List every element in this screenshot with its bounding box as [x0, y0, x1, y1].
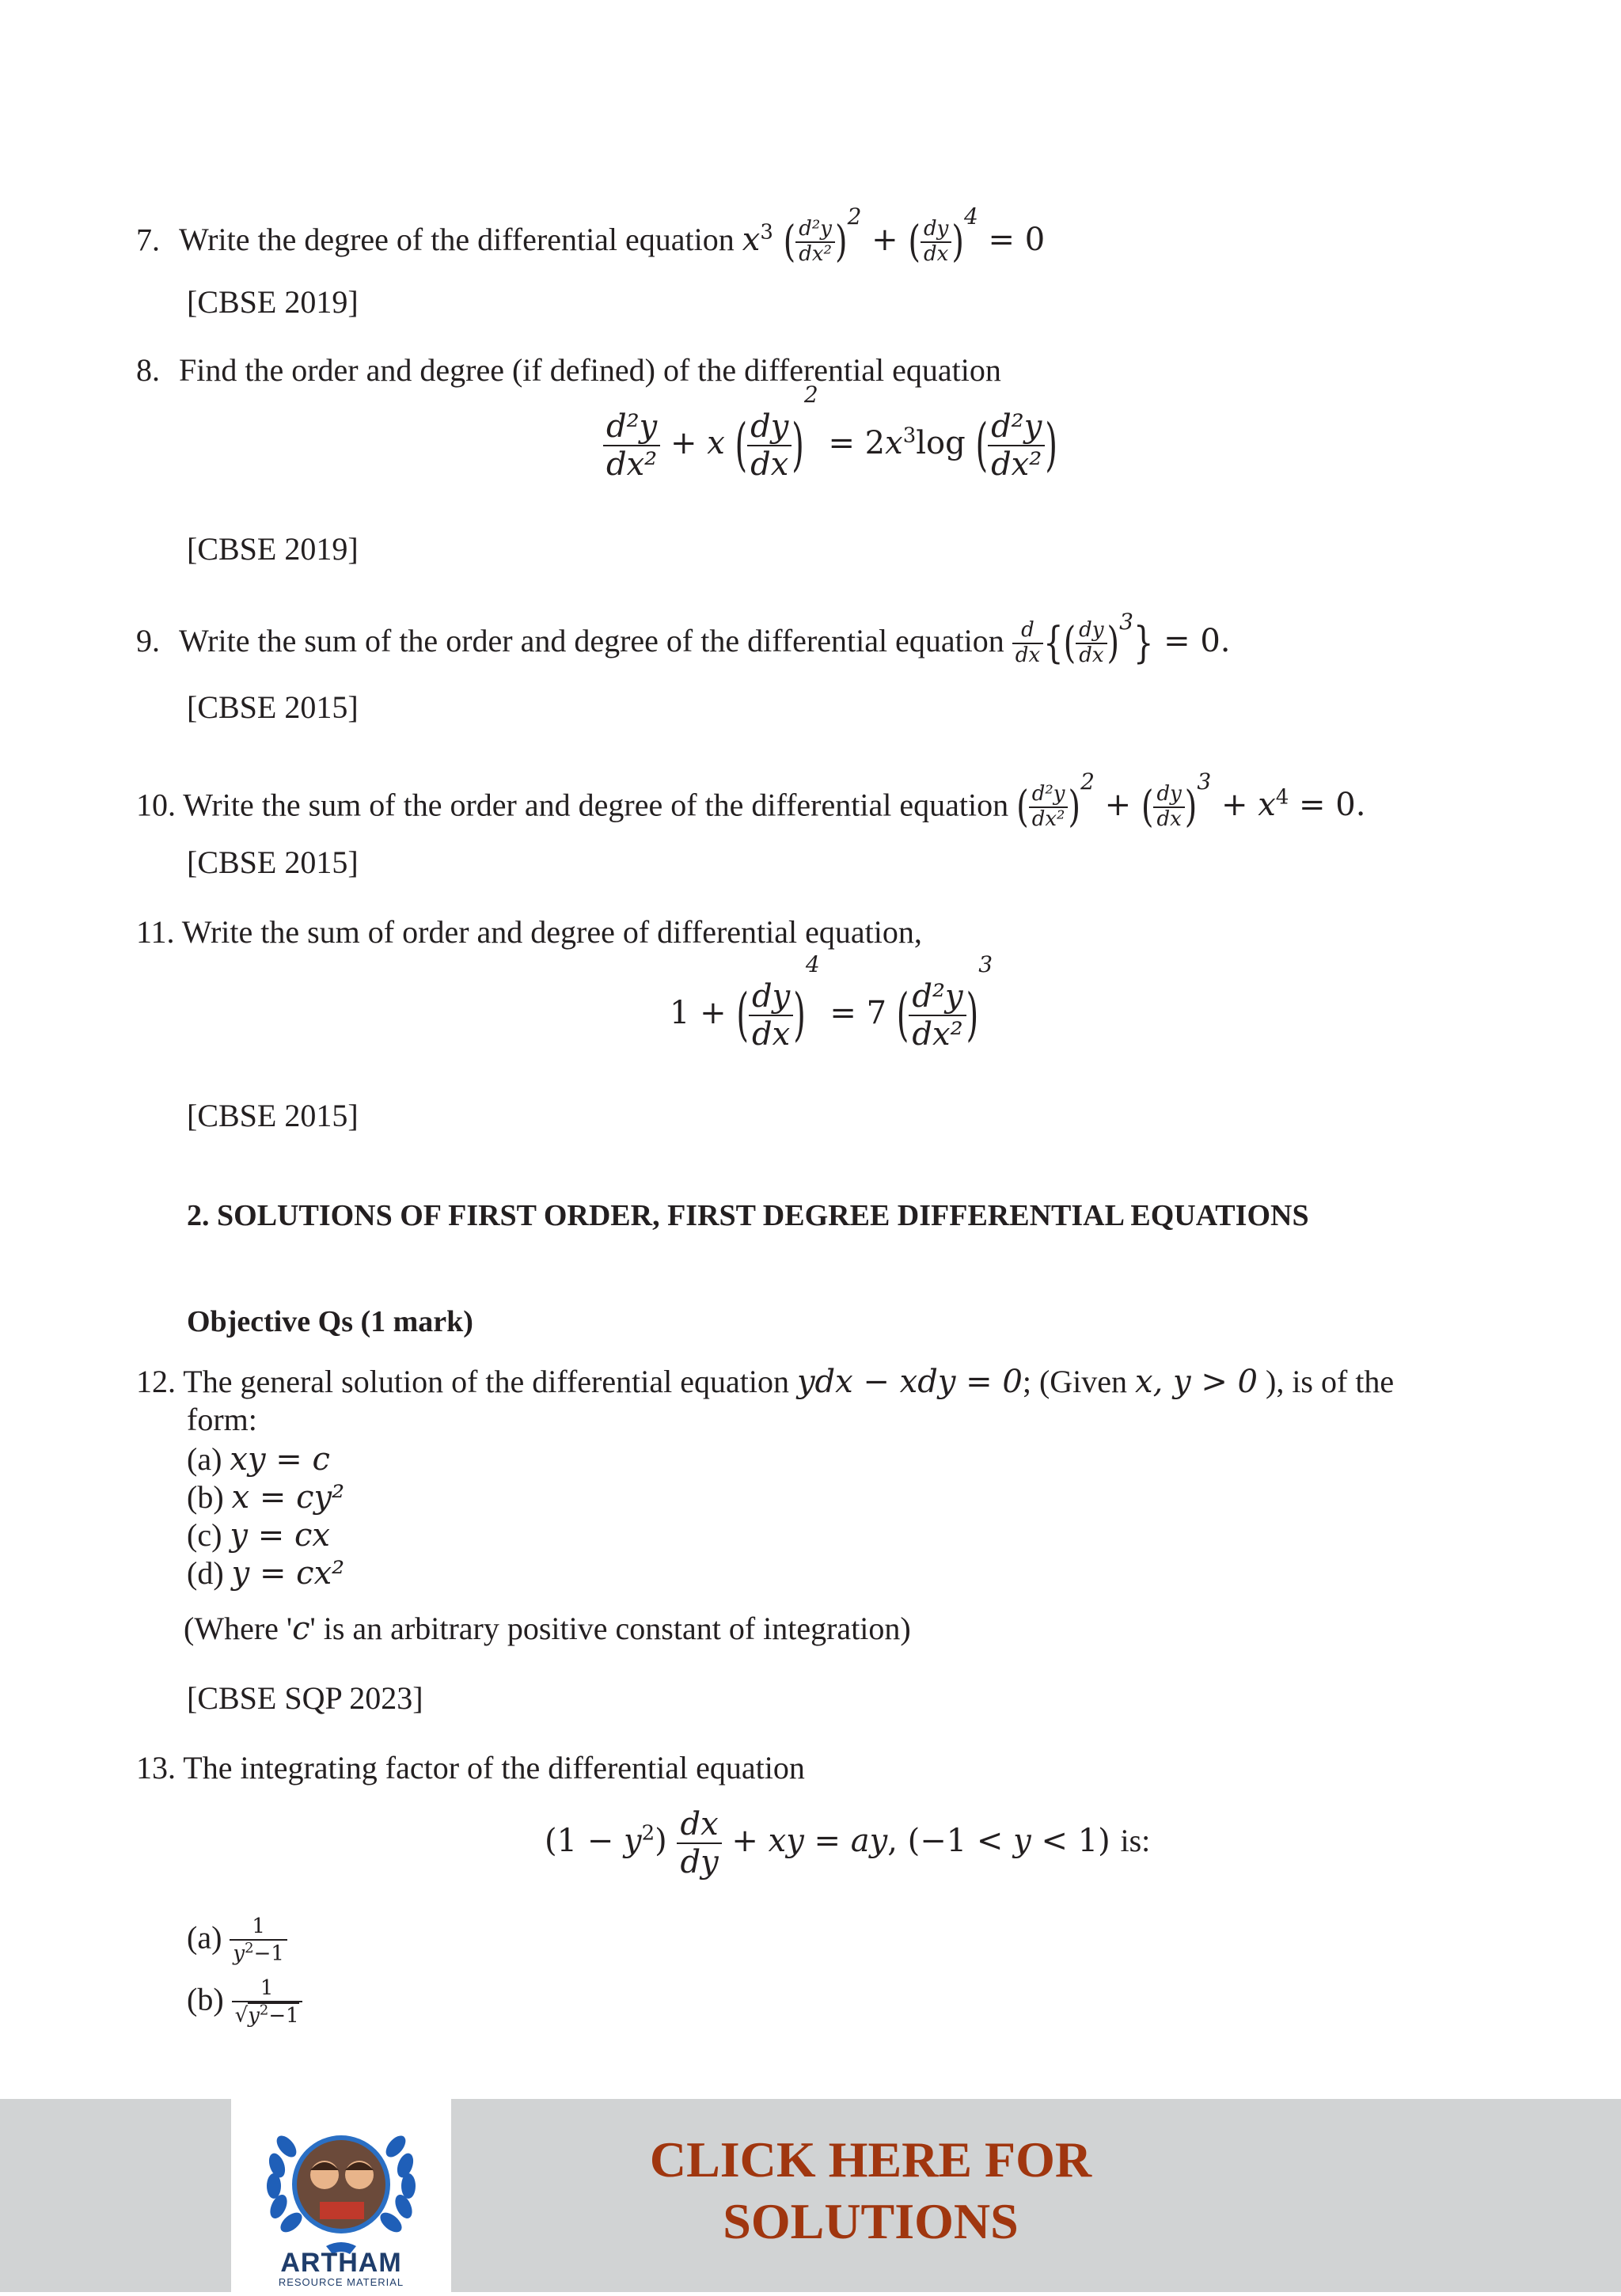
question-number: 9.	[136, 622, 160, 658]
option-c[interactable]	[187, 1516, 330, 1554]
question-9-source: [CBSE 2015]	[187, 689, 359, 725]
question-12-form: form:	[187, 1402, 257, 1437]
question-7	[136, 203, 1046, 268]
option-d[interactable]	[187, 1554, 344, 1592]
question-text: Write the sum of order and degree of differential equation,	[181, 914, 922, 950]
question-number: 12.	[136, 1364, 176, 1399]
equation: ( $\frac{\text{d²y}}{\text{dx²}}$ )$^2$ + ( $\frac{dy}{dx}$ )$^3 + x^4 = 0$.	[1016, 768, 1366, 833]
option-math: $\frac{1}{√y^2-1}$	[232, 1977, 302, 2028]
question-11-equation: 1 + ( $\frac{dy}{dx}$ )$^4$ = 7 ( $\frac{\text{d²y}}{\text{dx²}}$ )$^3$	[670, 951, 993, 1053]
option-label: (a)	[187, 1441, 222, 1477]
question-10-source: [CBSE 2015]	[187, 844, 359, 880]
option-label: (c)	[187, 1517, 222, 1553]
question-12	[136, 1363, 1394, 1401]
note-text: ' is an arbitrary positive constant of integration)	[309, 1611, 911, 1646]
question-text: Find the order and degree (if defined) of the differential equation	[179, 352, 1001, 388]
option-math: x = cy²	[231, 1479, 345, 1516]
equation: ydx − xdy = 0	[796, 1364, 1023, 1400]
question-12-note	[184, 1610, 911, 1648]
question-9	[136, 609, 1231, 668]
question-text-tail: ), is of the	[1266, 1364, 1395, 1399]
given-condition: x, y > 0	[1135, 1364, 1258, 1400]
solutions-link[interactable]	[602, 2129, 1140, 2252]
option-math: $\frac{1}{y^2-1}$	[230, 1915, 287, 1966]
question-8-equation: $\frac{\text{d²y}}{\text{dx²}}$ + x ( $\frac{dy}{dx}$ )$^2 = 2x^3\log$ ( $\frac{\text{d²y}}{\text{dx²}}$ )	[603, 408, 1057, 483]
question-13-equation: $(1 - y^2)$ $\frac{dx}{dy}$ + xy = ay, (−1 < y < 1) is:	[545, 1806, 1151, 1880]
question-text: Write the sum of the order and degree of the differential equation	[183, 787, 1009, 823]
question-11	[136, 913, 922, 951]
option-math: y = cx	[230, 1517, 330, 1554]
option-a[interactable]	[187, 1440, 330, 1478]
logo-title: ARTHAM	[280, 2248, 402, 2278]
option-label: (a)	[187, 1919, 222, 1956]
option-label: (b)	[187, 1479, 224, 1515]
question-number: 8.	[136, 352, 160, 388]
question-13	[136, 1749, 805, 1787]
section-subheading: Objective Qs (1 mark)	[187, 1305, 473, 1338]
equation: $x^3$ ( $\frac{\text{d²y}}{\text{dx²}}$ )$^2$ + ( $\frac{dy}{dx}$ )$^4$ = 0	[742, 203, 1046, 268]
question-text: The integrating factor of the differential equation	[183, 1750, 805, 1786]
artham-logo[interactable]	[231, 2099, 451, 2292]
question-10	[136, 768, 1366, 833]
option-math: xy = c	[230, 1441, 330, 1478]
q13-option-b[interactable]	[187, 1977, 302, 2028]
logo-subtitle: RESOURCE MATERIAL	[278, 2276, 404, 2288]
question-12-source: [CBSE SQP 2023]	[187, 1680, 423, 1716]
question-number: 7.	[136, 222, 160, 258]
question-text: Write the degree of the differential equation	[179, 222, 735, 258]
option-label: (b)	[187, 1981, 224, 2017]
question-number: 13.	[136, 1750, 176, 1786]
question-number: 11.	[136, 914, 175, 950]
option-b[interactable]	[187, 1478, 344, 1516]
question-number: 10.	[136, 787, 176, 823]
option-label: (d)	[187, 1555, 224, 1591]
cta-line-1: CLICK HERE FOR	[649, 2131, 1092, 2188]
note-text: (Where '	[184, 1611, 293, 1646]
question-text-given: ; (Given	[1022, 1364, 1128, 1399]
question-text: The general solution of the differential equation	[183, 1364, 789, 1399]
question-text: Write the sum of the order and degree of the differential equation	[179, 622, 1004, 658]
question-8-source: [CBSE 2019]	[187, 531, 359, 567]
q13-option-a[interactable]	[187, 1915, 287, 1966]
section-heading: 2. SOLUTIONS OF FIRST ORDER, FIRST DEGREE DIFFERENTIAL EQUATIONS	[187, 1199, 1309, 1232]
question-7-source: [CBSE 2019]	[187, 284, 359, 320]
question-11-source: [CBSE 2015]	[187, 1098, 359, 1133]
equation-tail: is:	[1120, 1823, 1151, 1858]
option-math: y = cx²	[231, 1555, 345, 1592]
equation: $\frac{d}{dx}$ {( $\frac{dy}{dx}$ )$^3$} = 0.	[1012, 623, 1231, 659]
question-8	[136, 351, 1001, 389]
cta-line-2: SOLUTIONS	[723, 2193, 1019, 2249]
note-constant: c	[292, 1611, 310, 1647]
